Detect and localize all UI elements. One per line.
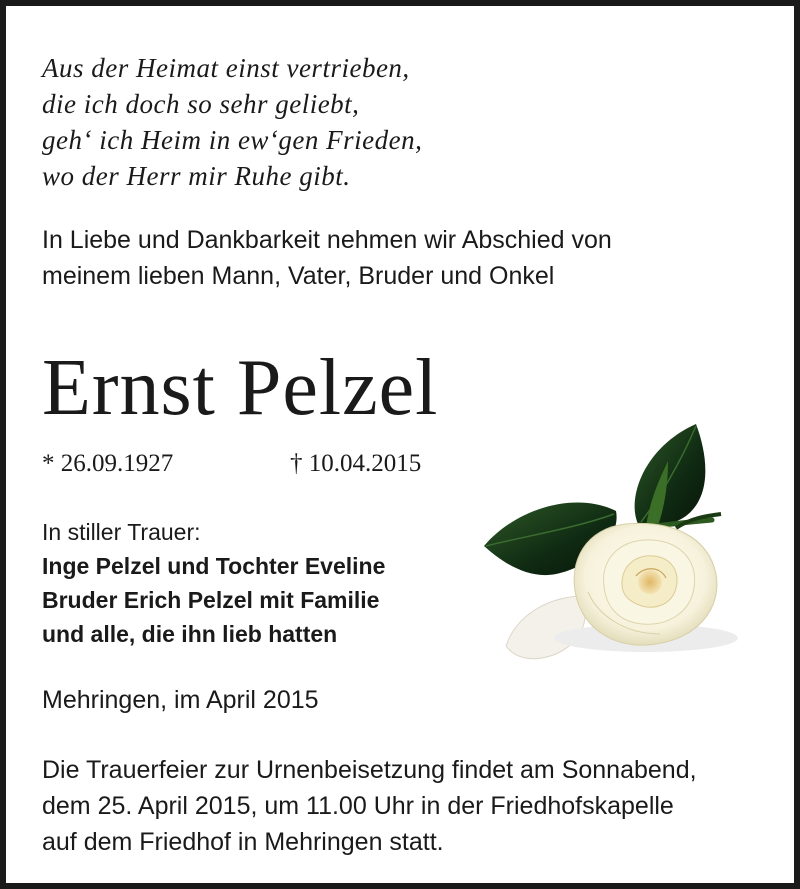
ceremony-line: Die Trauerfeier zur Urnenbeisetzung findet am Sonnabend, bbox=[42, 756, 697, 784]
rose-center bbox=[638, 570, 662, 594]
poem-line: die ich doch so sehr geliebt, bbox=[42, 89, 360, 119]
poem-line: Aus der Heimat einst vertrieben, bbox=[42, 53, 410, 83]
mourner-name: Bruder Erich Pelzel mit Familie bbox=[42, 587, 380, 613]
poem bbox=[42, 50, 422, 194]
intro-line: In Liebe und Dankbarkeit nehmen wir Abschied von bbox=[42, 226, 612, 254]
place-date: Mehringen, im April 2015 bbox=[42, 686, 319, 714]
mourners-block bbox=[42, 515, 385, 651]
intro-line: meinem lieben Mann, Vater, Bruder und Onkel bbox=[42, 262, 555, 290]
poem-line: geh‘ ich Heim in ew‘gen Frieden, bbox=[42, 125, 423, 155]
death-date: † 10.04.2015 bbox=[290, 450, 422, 477]
farewell-intro bbox=[42, 222, 612, 294]
mourner-name: Inge Pelzel und Tochter Eveline bbox=[42, 553, 386, 579]
ceremony-line: auf dem Friedhof in Mehringen statt. bbox=[42, 828, 444, 856]
leaf-upper bbox=[635, 424, 706, 526]
birth-date: * 26.09.1927 bbox=[42, 450, 174, 477]
white-rose-image bbox=[476, 416, 756, 676]
ceremony-notice bbox=[42, 752, 697, 860]
mourner-name: und alle, die ihn lieb hatten bbox=[42, 621, 338, 647]
deceased-name: Ernst Pelzel bbox=[42, 344, 439, 432]
poem-line: wo der Herr mir Ruhe gibt. bbox=[42, 161, 351, 191]
fallen-petal bbox=[506, 596, 585, 659]
ceremony-line: dem 25. April 2015, um 11.00 Uhr in der Friedhofskapelle bbox=[42, 792, 674, 820]
mourners-heading: In stiller Trauer: bbox=[42, 519, 201, 545]
